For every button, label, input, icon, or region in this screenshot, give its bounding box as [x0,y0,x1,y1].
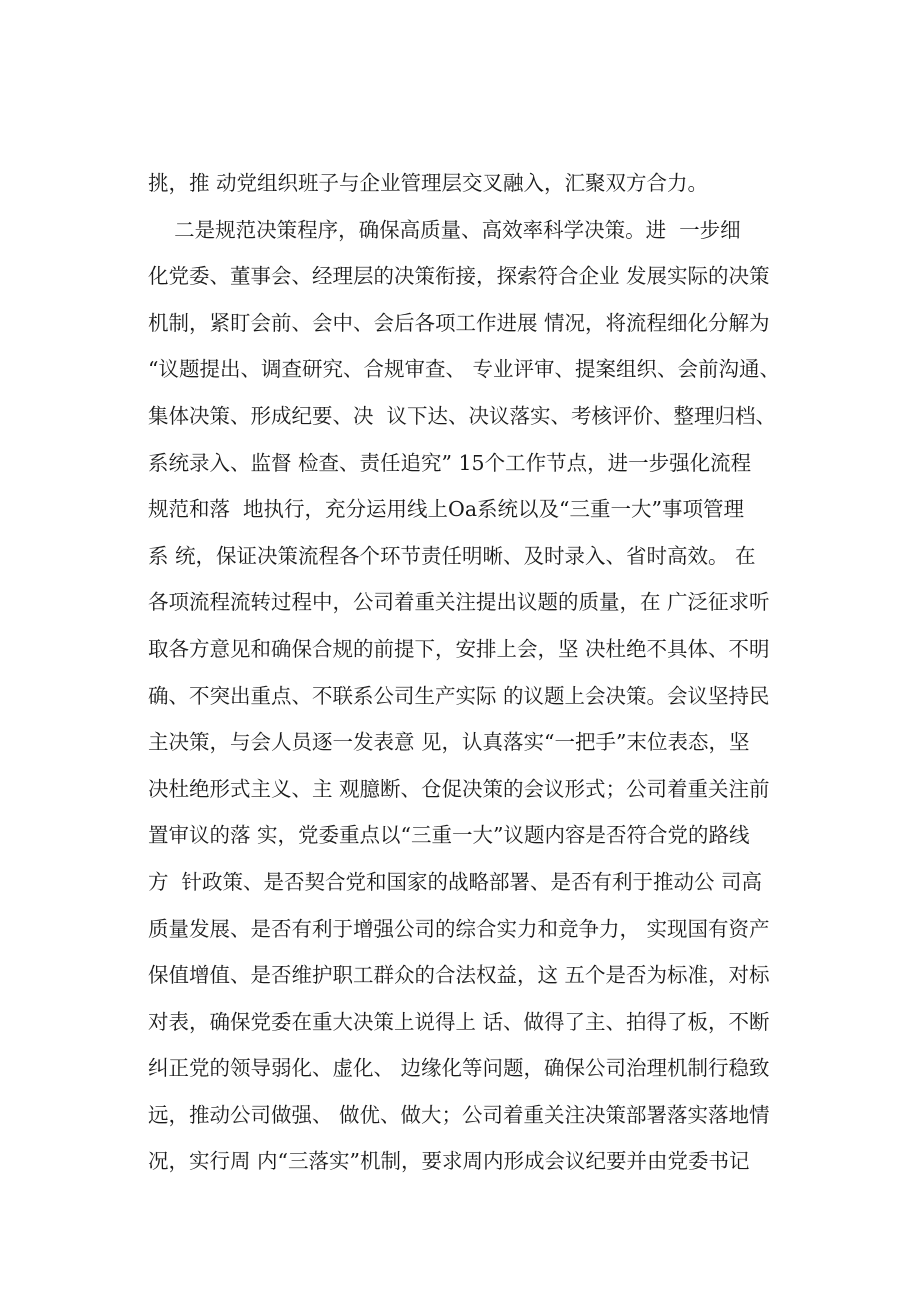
text-line-11: 取各方意见和确保合规的前提下，安排上会，坚 决杜绝不具体、不明 [148,636,770,661]
text-line-22: 况，实行周 内“三落实”机制，要求周内形成会议纪要并由党委书记 [148,1149,750,1174]
text-line-18: 保值增值、是否维护职工群众的合法权益，这 五个是否为标准，对标 [148,963,770,988]
text-line-14: 决杜绝形式主义、主 观臆断、仓促决策的会议形式；公司着重关注前 [148,776,770,801]
text-line-4: 机制，紧盯会前、会中、会后各项工作进展 情况，将流程细化分解为 [148,310,770,335]
body-text [148,163,828,1188]
text-line-19: 对表，确保党委在重大决策上说得上 话、做得了主、拍得了板，不断 [148,1009,770,1034]
text-line-3: 化党委、董事会、经理层的决策衔接，探索符合企业 发展实际的决策 [148,264,770,289]
text-line-7: 系统录入、监督 检查、责任追究” 15个工作节点，进一步强化流程 [148,450,752,475]
text-line-10: 各项流程流转过程中，公司着重关注提出议题的质量，在 广泛征求听 [148,590,770,615]
text-line-21: 远，推动公司做强、 做优、做大；公司着重关注决策部署落实落地情 [148,1102,770,1127]
text-line-20: 纠正党的领导弱化、虚化、 边缘化等问题，确保公司治理机制行稳致 [148,1056,770,1081]
text-line-2: 二是规范决策程序，确保高质量、高效率科学决策。进 一步细 [148,217,741,242]
text-line-1: 挑，推 动党组织班子与企业管理层交叉融入，汇聚双方合力。 [148,171,709,195]
text-line-15: 置审议的落 实，党委重点以“三重一大”议题内容是否符合党的路线 [148,823,750,848]
text-line-17: 质量发展、是否有利于增强公司的综合实力和竞争力， 实现国有资产 [148,916,770,941]
text-line-16: 方 针政策、是否契合党和国家的战略部署、是否有利于推动公 司高 [148,869,763,894]
text-line-6: 集体决策、形成纪要、决 议下达、决议落实、考核评价、整理归档、 [148,403,777,428]
text-line-12: 确、不突出重点、不联系公司生产实际 的议题上会决策。会议坚持民 [148,683,770,708]
text-line-13: 主决策，与会人员逐一发表意 见，认真落实“一把手”末位表态，坚 [148,730,750,755]
text-line-9: 系 统，保证决策流程各个环节责任明晰、及时录入、省时高效。 在 [148,543,756,568]
text-line-5: “议题提出、调查研究、合规审查、 专业评审、提案组织、会前沟通、 [148,357,780,382]
text-line-8: 规范和落 地执行，充分运用线上Oa系统以及“三重一大”事项管理 [148,497,745,522]
